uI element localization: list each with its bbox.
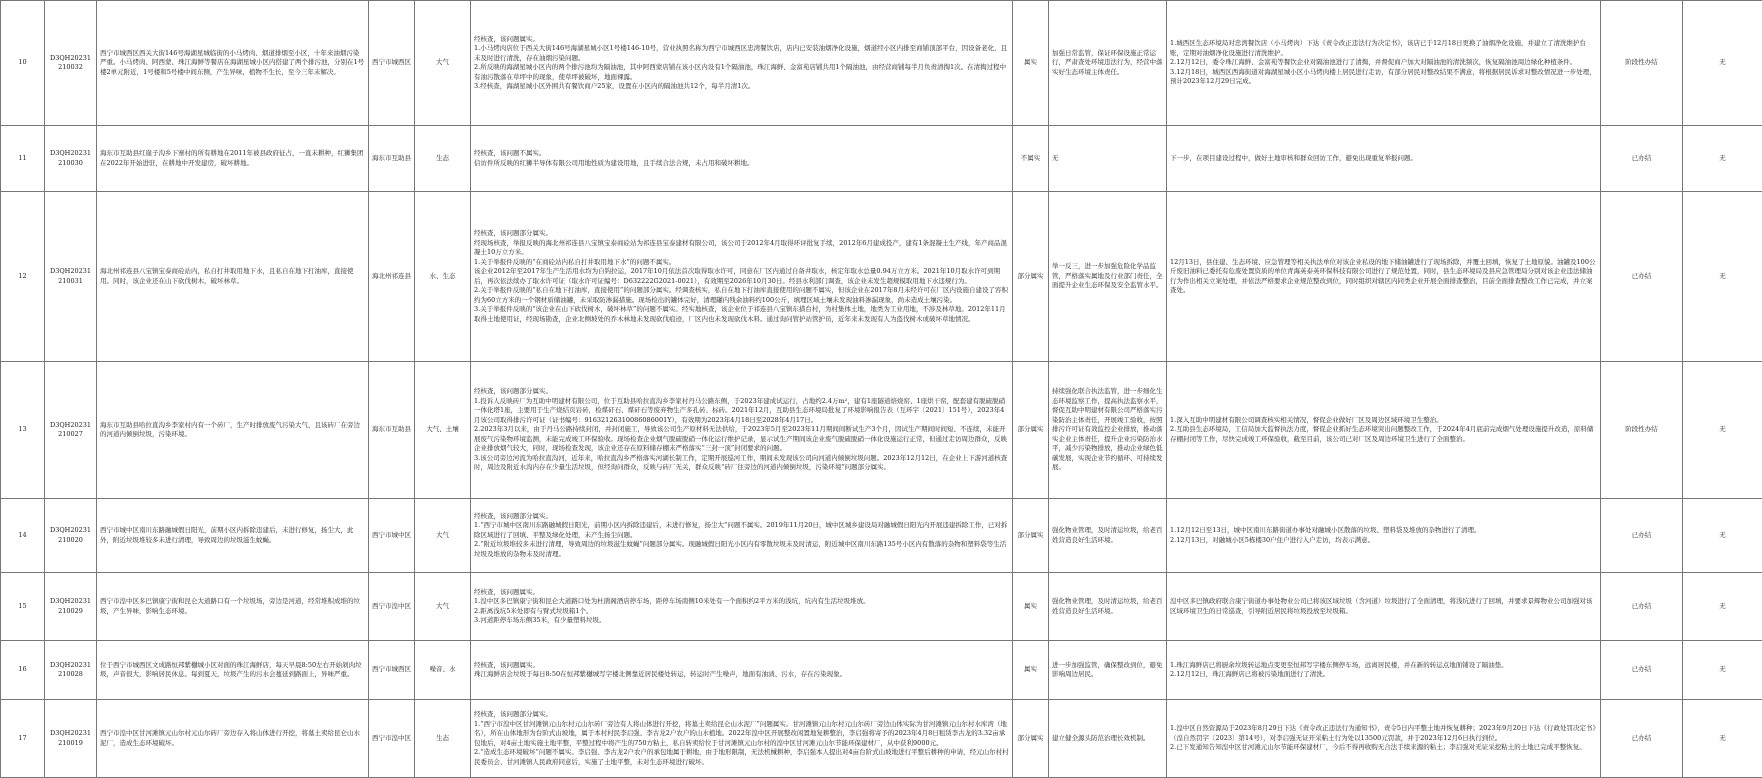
table-row xyxy=(1,1,1762,126)
verification-result-cell xyxy=(471,126,1013,192)
truth-status-cell: 部分属实 xyxy=(1013,700,1049,778)
rectification-progress-paragraph: 2.12月12日，珠江海鲜店已将被污染地面进行了清洗。 xyxy=(1170,670,1597,680)
verification-result-cell xyxy=(471,362,1013,499)
rectification-progress-paragraph: 湟中区多巴镇政府联合康宁街道办事处物业公司已将该区域垃圾（含河道）垃圾进行了全面清理，将浅坑进行了回填，并要求景辉物业公司加强对该区域环境卫生的日常巡查，引导附近居民将垃圾投放至垃圾箱。 xyxy=(1170,597,1597,616)
table-row xyxy=(1,192,1762,362)
row-number-cell: 16 xyxy=(1,641,45,700)
row-number-cell: 14 xyxy=(1,499,45,573)
rectification-progress-paragraph: 1.珠江海鲜店已将厨余垃圾转运地点变更至恒邦写字楼东侧停车场，远离居民楼，并在新的转运点地面铺设了隔油垫。 xyxy=(1170,661,1597,671)
verification-result-cell xyxy=(471,1,1013,126)
case-status-cell: 已办结 xyxy=(1601,126,1683,192)
case-status-cell: 已办结 xyxy=(1601,499,1683,573)
accountability-cell: 无 xyxy=(1683,1,1762,126)
rectification-progress-paragraph: 2.12月12日，委令珠江海鲜、金富苑等餐饮企业对隔油池进行了清掏，并督促商户加大对隔油池的清洗频次，恢复隔油池周边绿化种植条件。 xyxy=(1170,58,1597,68)
verification-result-cell xyxy=(471,499,1013,573)
table-body xyxy=(1,1,1762,778)
truth-status-cell: 属实 xyxy=(1013,641,1049,700)
rectification-progress-cell xyxy=(1167,700,1601,778)
region-cell: 海东市互助县 xyxy=(369,126,415,192)
row-number-cell: 17 xyxy=(1,700,45,778)
verification-result-paragraph: 2.2023年3月以来，由于丹马公路持续封闭，并封闭施工，导致该公司生产原材料无法供给，于2023年5月至2023年11月期间间断试生产3个月，因试生产期间时间短、不连续，未能开展废气污染物环境监测，未能完成竣工环保验收。现场检查企业烟气脱硫脱硝一体化运行维护记录，显示试生产期间该企业废气脱硫脱硝一体化设施运行正常，但通过走访周边群众，反映企业排放烟气较大，同时，现场检查发现，该企业还存在原料储存棚未严格落实“三封一顶”封闭要求的问题。 xyxy=(474,425,1009,454)
rectification-progress-cell xyxy=(1167,126,1601,192)
accountability-cell: 无 xyxy=(1683,499,1762,573)
verification-result-paragraph: 经核查，该问题部分属实。 xyxy=(474,512,1009,522)
rectification-progress-cell xyxy=(1167,1,1601,126)
case-code-cell: D3QH20231210029 xyxy=(45,573,97,641)
rectification-progress-paragraph: 3.12月18日，城西区西海街道对海湖星城小区小马烤肉楼上居民进行走访，有部分居民对整改结果不满意，将根据居民诉求对整改情况进一步处理，预计2023年12月29日完成。 xyxy=(1170,68,1597,87)
truth-status-cell: 部分属实 xyxy=(1013,499,1049,573)
verification-result-paragraph: 经核查，该问题部分属实。 xyxy=(474,387,1009,397)
case-code-cell: D3QH20231210020 xyxy=(45,499,97,573)
truth-status-cell: 不属实 xyxy=(1013,126,1049,192)
verification-result-cell xyxy=(471,641,1013,700)
verification-result-paragraph: 1.关于举报件反映的“在商砼站内私自打井取用地下水”的问题不属实。 xyxy=(474,258,1009,268)
verification-result-paragraph: 经核查，该问题属实。 xyxy=(474,588,1009,598)
verification-result-paragraph: 2.“造成生态环境破坏”问题不属实。李启强、李古龙2户农户的承包地属于耕地，由于地形限制，无法机械耕种，李启强本人提出对4亩台阶式山坡地进行平整后耕种的申请，经元山尔村村民委员会、甘河滩镇人民政府同意后，实施了土地平整，未对生态环境进行破坏。 xyxy=(474,748,1009,767)
verification-result-paragraph: 1.小马烤肉店位于西关大街146号海湖星城小区1号楼146-10号，营业执照名称为西宁市城西区忠湾餐饮店，店内已安装油烟净化设施，烟道经小区内排至商铺顶部平台，因设备老化，且未及时进行清洗，存在油烟污染问题。 xyxy=(474,44,1009,63)
rectification-progress-cell xyxy=(1167,499,1601,573)
case-status-cell: 阶段性办结 xyxy=(1601,362,1683,499)
complaint-content-cell: 位于西宁市城西区文成路恒邦紫樾城小区对面的珠江海鲜店，每天早晨8:50左右开始剁肉垃圾，声音很大，影响居民休息。每到夏天，垃圾产生的污水会蔓延到路面上，异味严重。 xyxy=(97,641,369,700)
rectification-progress-paragraph: 1.12月12日至13日，城中区南川东路街道办事处对融城小区散落的垃圾、塑料袋及堆放的杂物进行了清理。 xyxy=(1170,526,1597,536)
verification-result-paragraph: 3.关于举报件反映的“该企业在山下砍伐树木，破坏林草”的问题不属实。经实地核查，该企业位于祁连县八宝镇东措台村，为村集体土地，地类为工业用地，不涉及林草地。2012年11月取得土地使用证，经现场勘查，企业北侧坡处的乔木林地未发现砍伐痕迹，厂区内也未发现砍伐木料。通过询问管护站管护员，近年来未发现有人为盗伐树木或破坏草地情况。 xyxy=(474,305,1009,324)
accountability-cell: 无 xyxy=(1683,192,1762,362)
pollution-category-cell: 大气 xyxy=(415,1,471,126)
rectification-progress-cell xyxy=(1167,641,1601,700)
case-status-cell: 已办结 xyxy=(1601,192,1683,362)
truth-status-cell: 部分属实 xyxy=(1013,192,1049,362)
rectification-goal-cell: 举一反三，进一步加强危险化学品监管，严格落实属地及行业部门责任，全面提升企业生态环保及安全监管水平。 xyxy=(1049,192,1167,362)
pollution-category-cell: 大气、土壤 xyxy=(415,362,471,499)
complaint-content-cell: 海北州祁连县八宝镇宝泰商砼站内，私自打井取用地下水，且私自在地下打油库，直接使用。同时，该企业还在山下砍伐树木，破坏林草。 xyxy=(97,192,369,362)
verification-result-paragraph: 3.该公司旁边河流为哈拉直沟河，近年来，哈拉直沟乡严格落实河湖长制工作，定期开展巡河工作，期间未发现该公司向河道内倾倒垃圾问题。2023年12月12日，在企业上下游河道核查时，周边及附近水沟内存在少量生活垃圾，但经询问群众，反映与砖厂无关，群众反映“砖厂往旁边的河道内倾倒垃圾，污染环境”问题部分属实。 xyxy=(474,454,1009,473)
rectification-progress-paragraph: 1.深入互助中明建材有限公司调查核实相关情况，督促企业做好厂区及周边区域环境卫生整治。 xyxy=(1170,416,1597,426)
pollution-category-cell: 大气 xyxy=(415,499,471,573)
case-status-cell: 阶段性办结 xyxy=(1601,1,1683,126)
verification-result-paragraph: 3.经核查，海湖星城小区外围共有餐饮商户25家，设置在小区内的隔油池共12个，每半月清1次。 xyxy=(474,82,1009,92)
rectification-goal-cell: 建立健全源头防范治理长效机制。 xyxy=(1049,700,1167,778)
rectification-progress-cell xyxy=(1167,192,1601,362)
verification-result-paragraph: 经核查，该问题部分属实。 xyxy=(474,710,1009,720)
truth-status-cell: 属实 xyxy=(1013,1,1049,126)
region-cell: 西宁市城中区 xyxy=(369,499,415,573)
accountability-cell: 无 xyxy=(1683,362,1762,499)
region-cell: 西宁市城西区 xyxy=(369,641,415,700)
accountability-cell: 无 xyxy=(1683,126,1762,192)
rectification-progress-paragraph: 2.互助县生态环境局，工信局加大监督执法力度，督促企业抓好生态环境突出问题整改工作，于2024年4月底前完成烟气处理设施提升改造，原料储存棚封闭等工作，尽快完成竣工环保验收，截至目前，该公司已对厂区及周边环境卫生进行了全面整治。 xyxy=(1170,425,1597,444)
verification-result-paragraph: 经核查，该问题属实。 xyxy=(474,35,1009,45)
case-status-cell: 已办结 xyxy=(1601,641,1683,700)
verification-result-cell xyxy=(471,700,1013,778)
pollution-category-cell: 大气 xyxy=(415,573,471,641)
rectification-goal-cell: 无 xyxy=(1049,126,1167,192)
verification-result-cell xyxy=(471,192,1013,362)
rectification-goal-cell: 持续强化联合执法监管，进一步细化生态环境监察工作，提高执法监察水平，督促互助中明建材有限公司严格落实污染防治主体责任，开展竣工验收，按照排污许可证有效监控企业排放，推动落实企业主体责任，提升企业污染防治水平，减少污染物排放，推动企业绿色低碳发展，实现企业节约循环、可持续发展。 xyxy=(1049,362,1167,499)
complaint-content-cell: 西宁市城西区西关大街146号海湖星城临街的小马烤肉、烟道排烟至小区，十年来油烟污染严重。小马烤肉、阿西蒙、珠江海鲜等餐店在海湖星城小区内搭建了两个排污池，分别在1号楼2单元附近，1号楼和5号楼中间东侧，产生异味，植物不生长，至今三年未解决。 xyxy=(97,1,369,126)
case-code-cell: D3QH20231210019 xyxy=(45,700,97,778)
pollution-category-cell: 生态 xyxy=(415,126,471,192)
complaint-content-cell: 西宁市湟中区多巴镇康宁街和昆仑大道路口有一个垃圾场，旁边是河道，经常堆积成堆的垃圾，产生异味，影响生态环境。 xyxy=(97,573,369,641)
verification-result-paragraph: 2.关于举报件反映的“私自在地下打油库，直接使用”的问题部分属实。经调查核实，私自在地下打油库直接使用的问题不属实，但该企业在2017年8月未经许可在厂区内设施自建设了容积约为60立方米的一个钢材质储油罐，未采取防渗漏措施。现场检出的罐体完好，清理罐内残余油料约100公斤，填埋区域土壤未发现油料渗漏现象，尚未造成土壤污染。 xyxy=(474,286,1009,305)
rectification-goal-cell: 加强日常监管，保证环保设施正常运行，严肃查处环境违法行为，经营中落实好生态环境主体责任。 xyxy=(1049,1,1167,126)
verification-result-paragraph: 2.“附近垃圾堆较多未进行清理，导致周边的垃圾滋生蚊蝇”问题部分属实。现融城假日阳光小区内有零散垃圾未及时清运，附近城中区南川东路135号小区内有散落的杂物和塑料袋等生活垃圾及堆放的杂物未及时清理。 xyxy=(474,540,1009,559)
case-code-cell: D3QH20231210032 xyxy=(45,1,97,126)
table-row xyxy=(1,362,1762,499)
rectification-progress-paragraph: 下一步，在项目建设过程中，做好土地审核和群众回访工作，避免出现重复举报问题。 xyxy=(1170,154,1597,164)
row-number-cell: 10 xyxy=(1,1,45,126)
table-row xyxy=(1,700,1762,778)
complaint-content-cell: 海东市互助县哈拉直沟乡李家村内有一个砖厂，生产时排放废气污染大气，且该砖厂在旁边的河道内倾倒垃圾，污染环境。 xyxy=(97,362,369,499)
table-row xyxy=(1,126,1762,192)
row-number-cell: 15 xyxy=(1,573,45,641)
verification-result-paragraph: 珠江海鲜店会垃圾于每日8:50在恒邦紫樾城写字楼北侧靠近居民楼处转运，转运时产生噪声，地面有油渍、污水，存在污染现象。 xyxy=(474,670,1009,680)
complaint-content-cell: 西宁市城中区南川东路融城假日阳光，前期小区内拆除违建后，未进行修复，扬尘大，此外，附近垃圾堆较多未进行清理，导致周边的垃圾滋生蚊蝇。 xyxy=(97,499,369,573)
table-row xyxy=(1,499,1762,573)
rectification-progress-cell xyxy=(1167,362,1601,499)
rectification-progress-paragraph: 12月13日，县住建、生态环境、应急管理等相关执法单位对该企业私设的地下储油罐进行了现场拆除，并覆土回填，恢复了土地原貌。油罐及100公斤废旧油料已委托有危废处置资质的单位青海英泰英环保科技有限公司进行了规范处置，同时，县生态环境局及县应急管理局分别对该企业违法储油行为作出相关立案处理，并依法严格要求企业规范整改到位，同时组织对辖区内同类企业开展全面排查整治，目前全面排查整改工作已完成，并立案查处。 xyxy=(1170,258,1597,296)
pollution-category-cell: 生态 xyxy=(415,700,471,778)
verification-result-paragraph: 1.“西宁市湟中区甘河滩镇元山尔村元山尔砖厂旁边有人将山体进行开挖，将墓土卖给昆仑山水泥厂”问题属实。甘河滩镇元山尔村元山尔砖厂旁边山体实际为甘河滩镇元山尔村水库湾（地名），所在山体地形为台阶式山坡地，属于本村村民李启强、李古龙2户农户的山水植地。2022年湟中区开展整改闲置地复耕整治，李启强将寄予的2023年4月8日租赁李古龙的3.32亩承包地后，对4亩土地实施土地平整，平整过程中将产生的750方粘土，私自转卖给位于甘河滩镇元山尔村的湟中区甘河滩元山尔节能环保建材厂，从中获利9000元。 xyxy=(474,720,1009,749)
rectification-goal-cell: 强化物业管理，及时清运垃圾，给老百姓营造良好生活环境。 xyxy=(1049,499,1167,573)
row-number-cell: 11 xyxy=(1,126,45,192)
region-cell: 海北州祁连县 xyxy=(369,192,415,362)
region-cell: 西宁市湟中区 xyxy=(369,573,415,641)
accountability-cell: 无 xyxy=(1683,573,1762,641)
verification-result-paragraph: 该企业2012年至2017年生产生活用水均为自钩拉运，2017年10月依法首次取得取水许可，同意在厂区内通过自备井取水，核定年取水总量0.94万立方米。2021年10月取水许可到期后，再次依法续办了取水许可证（取水许可证编号：D632222G2021-0021），有效期至2026年10月30日。经县水利部门调查，该企业未发生超规模取用地下水违规行为。 xyxy=(474,267,1009,286)
region-cell: 海东市互助县 xyxy=(369,362,415,499)
complaint-content-cell: 海东市互助县红崖子沟乡下寨村的所有耕地在2011年被县政府征占，一直未耕种，红狮集团在2022年开始进驻，在耕地中开发建房，破坏耕地。 xyxy=(97,126,369,192)
verification-result-paragraph: 2.距离浅坑5米处即有与臂式垃圾箱1个。 xyxy=(474,607,1009,617)
case-status-cell: 已办结 xyxy=(1601,700,1683,778)
verification-result-paragraph: 经核查，该问题属实。 xyxy=(474,661,1009,671)
pollution-category-cell: 噪音、水 xyxy=(415,641,471,700)
rectification-goal-cell: 进一步加强监管，确保整改到位，避免影响周边居民。 xyxy=(1049,641,1167,700)
truth-status-cell: 属实 xyxy=(1013,573,1049,641)
row-number-cell: 13 xyxy=(1,362,45,499)
case-code-cell: D3QH20231210028 xyxy=(45,641,97,700)
case-code-cell: D3QH20231210027 xyxy=(45,362,97,499)
case-code-cell: D3QH20231210031 xyxy=(45,192,97,362)
rectification-goal-cell: 强化物业管理，及时清运垃圾，给老百姓营造良好生活环境。 xyxy=(1049,573,1167,641)
verification-result-paragraph: 信访件所反映的红狮半导体有限公司用地性质为建设用地，且手续合法合规，未占用和破坏耕地。 xyxy=(474,159,1009,169)
verification-result-paragraph: 1.投诉人反映砖厂为互助中明建材有限公司，位于互助县哈拉直沟乡李家村丹马公路东侧，于2023年建成试运行，占地约2.4万m²，建有1座隧道焙烧窑、1座烘干窑，配套建有脱硫脱硝一体化塔1座，主要用于生产烧结页岩砖，检煤矸石、煤矸石等废弃物生产多孔砖、标砖。2021年12月，互助县生态环境局批复了环境影响报告表（互环字〔2021〕151号），2023年4月该公司取得排污许可证（证书编号：91632126310086086001Y），有效期为2023年4月18日至2028年4月17日。 xyxy=(474,397,1009,426)
table-row xyxy=(1,641,1762,700)
case-status-cell: 已办结 xyxy=(1601,573,1683,641)
accountability-cell: 无 xyxy=(1683,700,1762,778)
verification-result-paragraph: 1.“西宁市城中区南川东路融城假日阳光，前期小区内拆除违建后，未进行修复，扬尘大”问题不属实。2019年11月20日，城中区城乡建设局对融城假日阳光内开展违建拆除工作，已对拆除区域进行了回填、平整及绿化处理，未产生扬尘问题。 xyxy=(474,521,1009,540)
pollution-category-cell: 水、生态 xyxy=(415,192,471,362)
row-number-cell: 12 xyxy=(1,192,45,362)
region-cell: 西宁市城西区 xyxy=(369,1,415,126)
verification-result-paragraph: 经现场核查，举报反映的海北州祁连县八宝镇宝泰商砼站为祁连县宝泰建材有限公司，该公司于2012年4月取得环评批复手续，2012年6月建成投产，建有1条混凝土生产线，年产商品混凝土10万立方米。 xyxy=(474,239,1009,258)
rectification-progress-paragraph: 1.湟中区自然资源局于2023年8月29日下达《责令改正违法行为通知书》，责令5日内平整土地并恢复耕种；2023年9月20日下达《行政处罚决定书》（湟自然罚字〔2023〕第14号），对李启强无证开采粘土行为处以13500元罚款，并于2023年12月6日执行到位。 xyxy=(1170,724,1597,743)
accountability-cell: 无 xyxy=(1683,641,1762,700)
rectification-progress-paragraph: 2.已下发通知告知湟中区甘河滩元山尔节能环保建材厂，今后不得再收购无合法手续来源的粘土；李启强对无证采挖粘土的土地已完成平整恢复。 xyxy=(1170,743,1597,753)
verification-result-paragraph: 经核查，该问题部分属实。 xyxy=(474,229,1009,239)
rectification-progress-paragraph: 2.12月13日，对融城小区5栋楼30户住户进行入户走访，均表示满意。 xyxy=(1170,536,1597,546)
truth-status-cell: 部分属实 xyxy=(1013,362,1049,499)
verification-result-paragraph: 2.所反映的海湖星城小区内的两个排污池均为隔油池，其中阿西蒙店铺在该小区内设有1个隔油池，珠江海鲜、金富苑店铺共用1个隔油池，由经营商铺每半月负责清掏1次。在清掏过程中有油污散落在草坪中的现象，使草坪被破坏，地面裸露。 xyxy=(474,63,1009,82)
rectification-progress-cell xyxy=(1167,573,1601,641)
verification-result-paragraph: 3.河道距停车场东侧35米，有少量塑料垃圾。 xyxy=(474,616,1009,626)
complaint-content-cell: 西宁市湟中区甘河滩镇元山尔村元山尔砖厂旁边存入将山体进行开挖，将墓土卖给昆仑山水泥厂，造成生态环境破坏。 xyxy=(97,700,369,778)
table-row xyxy=(1,573,1762,641)
verification-result-cell xyxy=(471,573,1013,641)
case-code-cell: D3QH20231210030 xyxy=(45,126,97,192)
region-cell: 西宁市湟中区 xyxy=(369,700,415,778)
verification-result-paragraph: 经核查，该问题不属实。 xyxy=(474,149,1009,159)
rectification-progress-paragraph: 1.城西区生态环境局对忠湾餐饮店（小马烤肉）下达《责令改正违法行为决定书》，该店已于12月18日更换了油烟净化设施，并建立了清洗维护台账，定期对油烟净化设施进行清洗维护。 xyxy=(1170,39,1597,58)
verification-result-paragraph: 1.湟中区多巴镇康宁街和昆仑大道路口处为杜鹃阁酒店停车场，距停车场南侧10米处有一个面积约2平方米的浅坑，坑内有生活垃圾堆放。 xyxy=(474,597,1009,607)
